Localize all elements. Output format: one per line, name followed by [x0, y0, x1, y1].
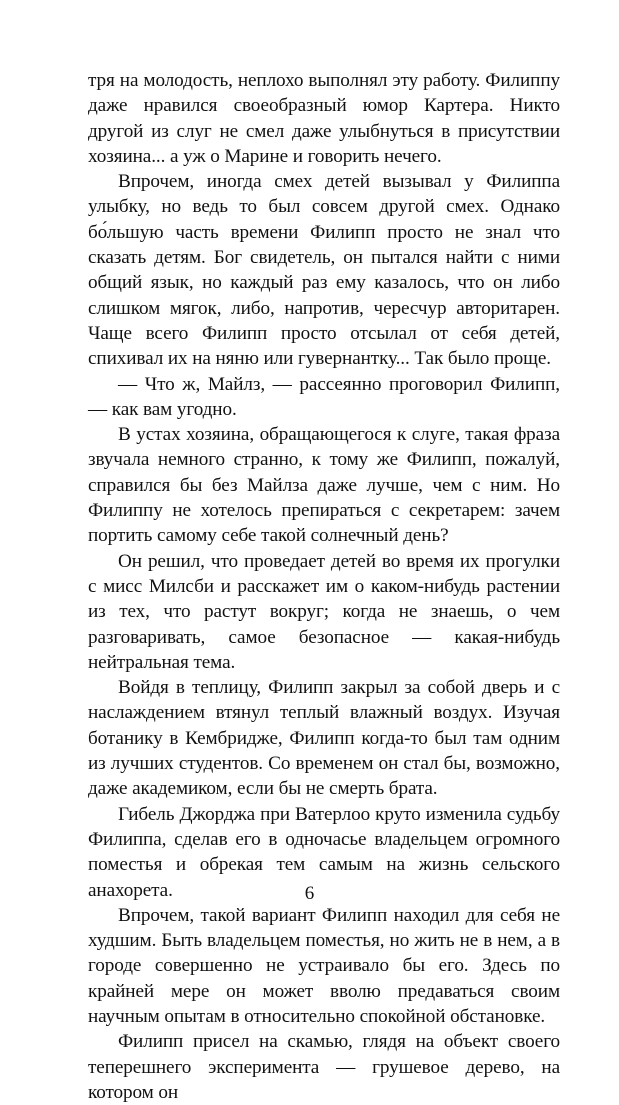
page-number: 6: [304, 883, 315, 904]
page-body: [88, 68, 560, 1105]
paragraph-6: Войдя в теплицу, Филипп закрыл за собой дверь и с наслаждением втянул теплый влажный воздух. Изучая ботанику в Кембридже, Филипп когда-то был там одним из лучших студентов. Со временем он стал бы, возможно, даже академиком, если бы не смерть брата.: [88, 677, 560, 800]
paragraph-1: тря на молодость, неплохо выполнял эту работу. Филиппу даже нравился своеобразный юмор Картера. Никто другой из слуг не смел даже улыбнуться в присутствии хозяина... а уж о Марине и говорить нечего.: [88, 70, 560, 167]
paragraph-5: Он решил, что проведает детей во время их прогулки с мисс Милсби и расскажет им о каком-нибудь растении из тех, что растут вокруг; когда не знаешь, о чем разговаривать, самое безопасное — какая-нибудь нейтральная тема.: [88, 550, 560, 673]
paragraph-9: Филипп присел на скамью, глядя на объект своего теперешнего эксперимента — грушевое дерево, на котором он: [88, 1031, 560, 1103]
paragraph-7: Гибель Джорджа при Ватерлоо круто изменила судьбу Филиппа, сделав его в одночасье владельцем огромного поместья и обрекая тем самым на жизнь сельского анахорета.: [88, 803, 560, 901]
paragraph-4: В устах хозяина, обращающегося к слуге, такая фраза звучала немного странно, к тому же Филипп, пожалуй, справился бы без Майлза даже лучше, чем с ним. Но Филиппу не хотелось препираться с секретарем: зачем портить самому себе такой солнечный день?: [88, 424, 560, 547]
paragraph-2: Впрочем, иногда смех детей вызывал у Филиппа улыбку, но ведь то был совсем другой смех. Однако бо́льшую часть времени Филипп просто не знал что сказать детям. Бог свидетель, он пытался найти с ними общий язык, но каждый раз ему казалось, что он либо слишком мягок, либо, напротив, чересчур авторитарен. Чаще всего Филипп просто отсылал от себя детей, спихивал их на няню или гувернантку... Так было проще.: [88, 171, 560, 370]
paragraph-8: Впрочем, такой вариант Филипп находил для себя не худшим. Быть владельцем поместья, но жить не в нем, а в городе совершенно не устраивало бы его. Здесь по крайней мере он может вволю предаваться своим научным опытам в относительно спокойной обстановке.: [88, 904, 560, 1027]
paragraph-3: — Что ж, Майлз, — рассеянно проговорил Филипп, — как вам угодно.: [88, 373, 560, 420]
